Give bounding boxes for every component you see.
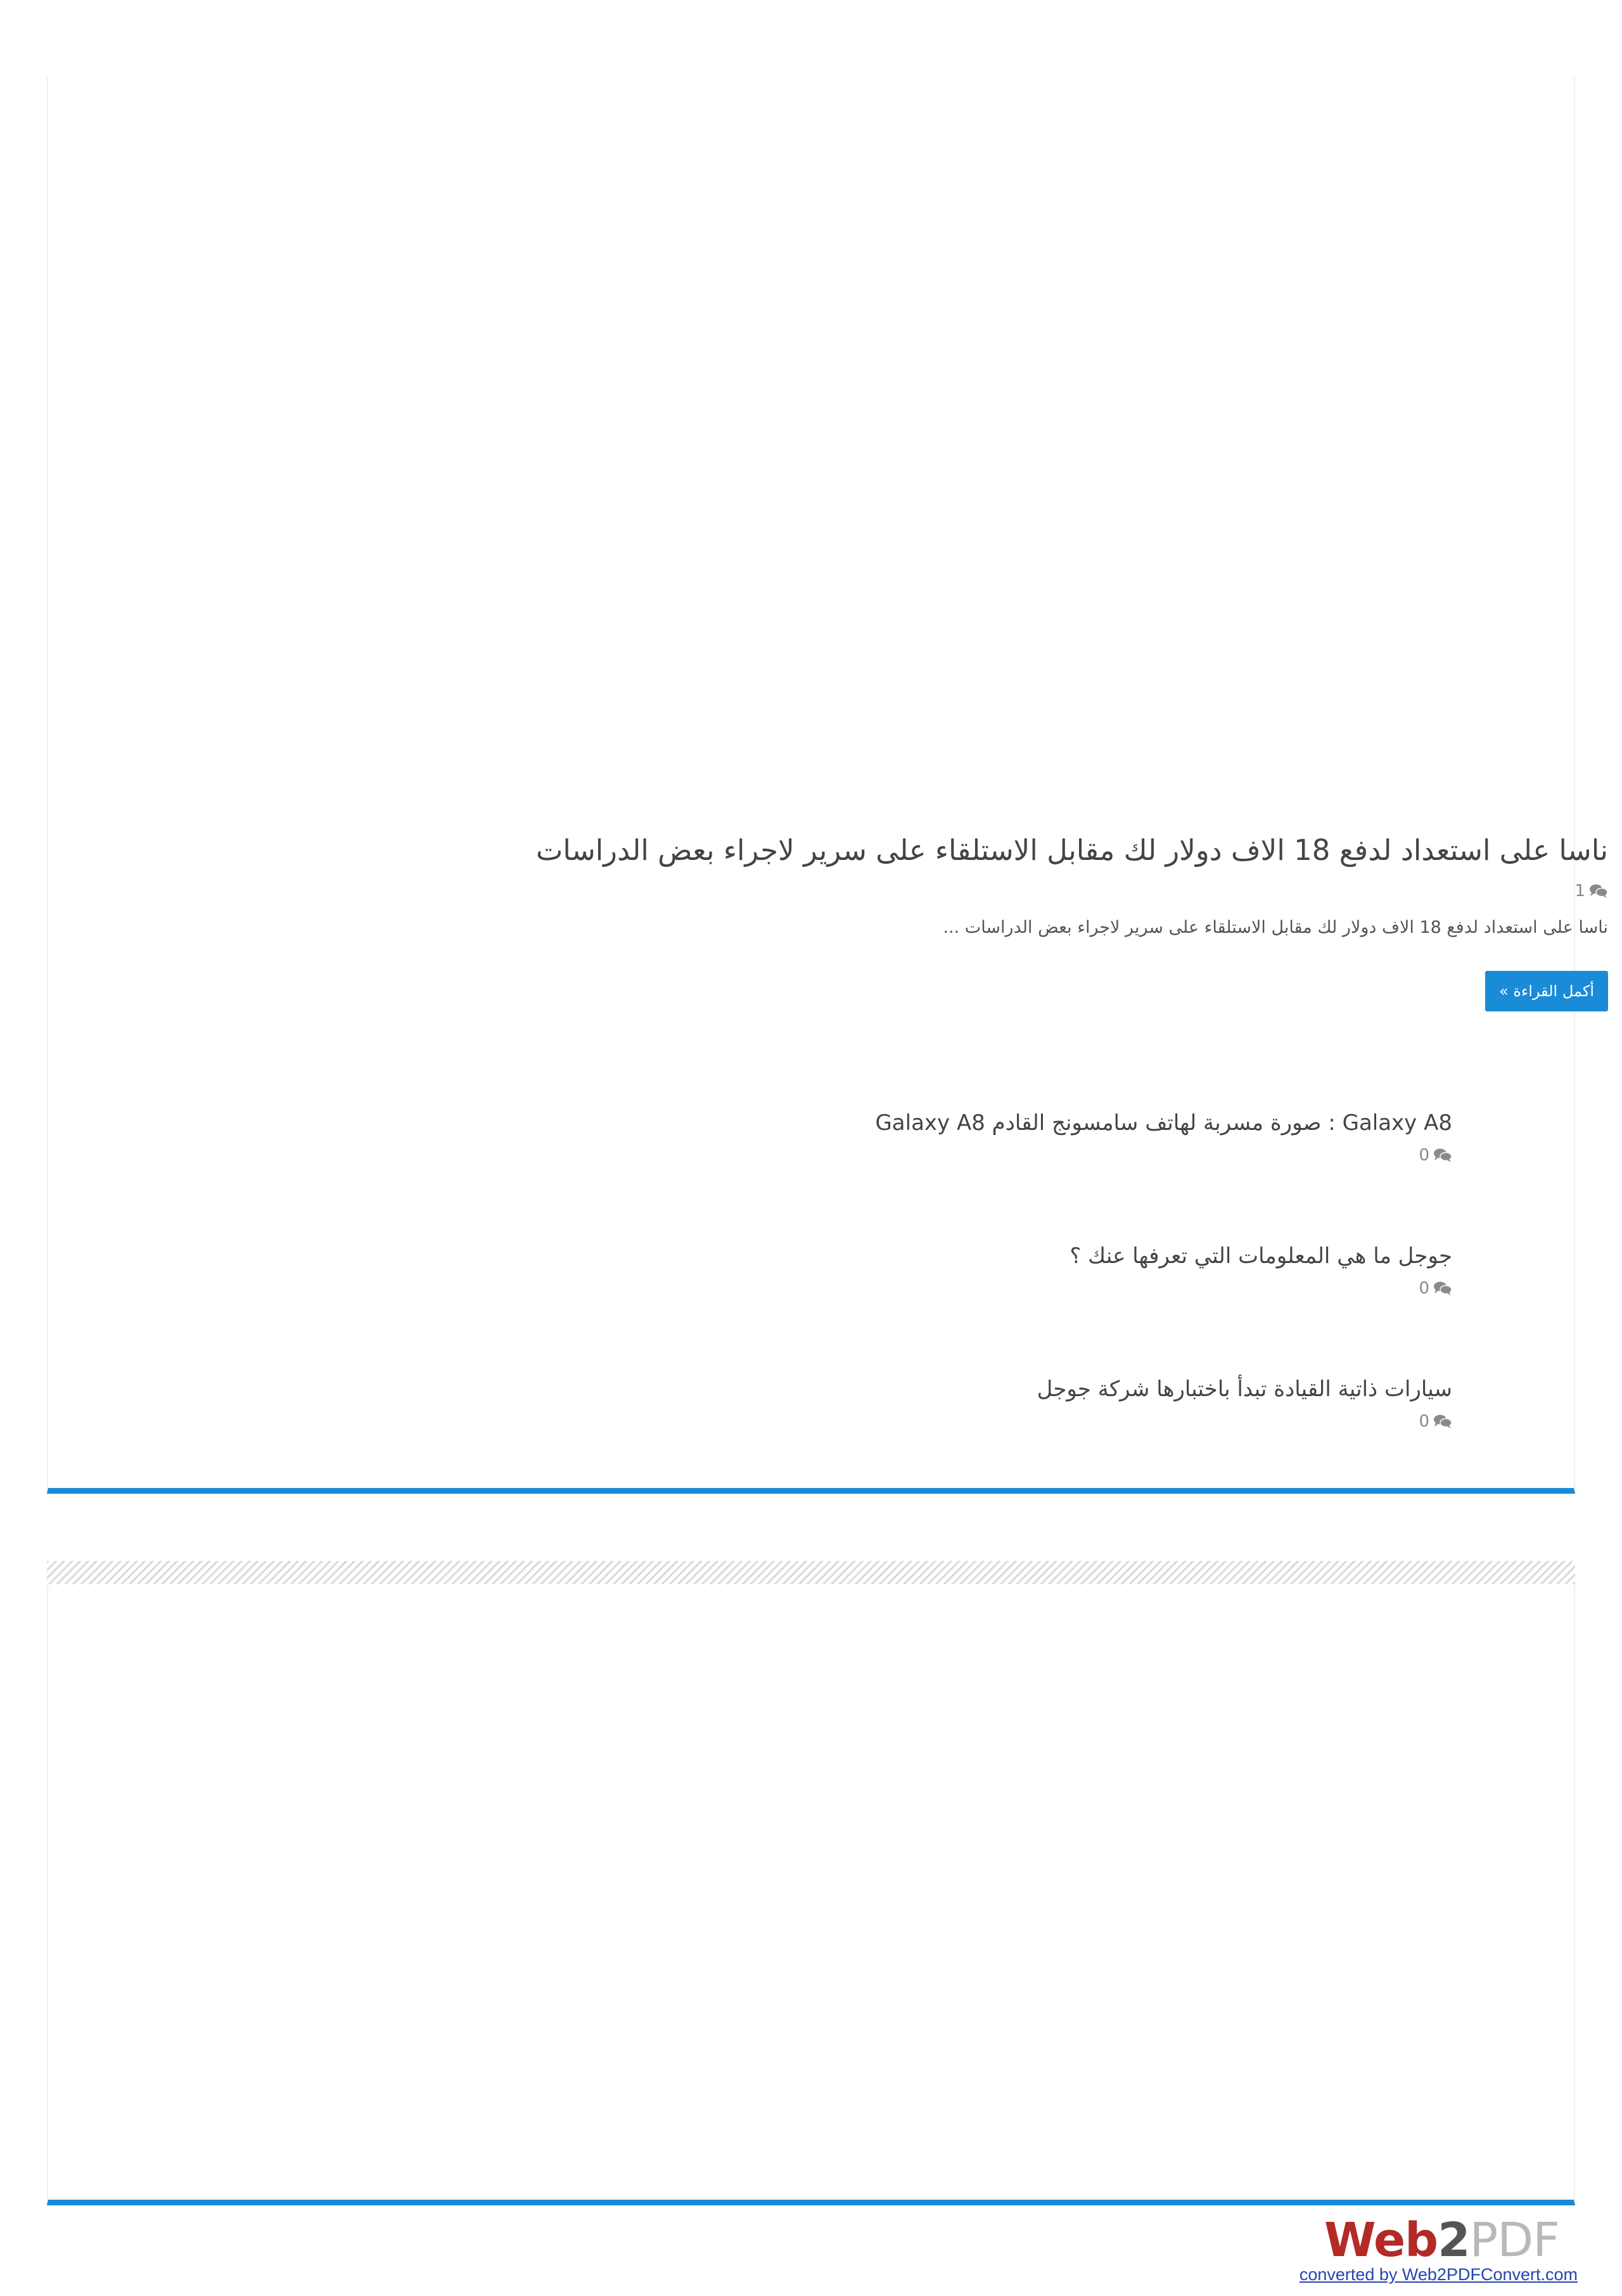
comment-bubbles-icon bbox=[1433, 1148, 1452, 1163]
related-post-meta bbox=[1419, 1146, 1452, 1165]
featured-post-title[interactable]: ناسا على استعداد لدفع 18 الاف دولار لك مقابل الاستلقاء على سرير لاجراء بعض الدراسات bbox=[536, 833, 1608, 867]
comment-count[interactable]: 0 bbox=[1419, 1279, 1429, 1298]
logo-part-2: 2 bbox=[1438, 2213, 1470, 2267]
empty-panel bbox=[47, 1584, 1575, 2205]
related-post-title[interactable]: جوجل ما هي المعلومات التي تعرفها عنك ؟ bbox=[1070, 1243, 1452, 1269]
comment-count[interactable]: 0 bbox=[1419, 1146, 1429, 1165]
web2pdf-logo bbox=[1324, 2213, 1559, 2267]
comment-count[interactable]: 1 bbox=[1574, 882, 1585, 901]
featured-post-excerpt: ناسا على استعداد لدفع 18 الاف دولار لك مقابل الاستلقاء على سرير لاجراء بعض الدراسات ... bbox=[943, 918, 1608, 937]
read-more-button[interactable]: أكمل القراءة » bbox=[1485, 971, 1608, 1011]
section-divider bbox=[47, 1561, 1575, 1584]
related-post-meta bbox=[1419, 1412, 1452, 1431]
logo-part-pdf: PDF bbox=[1469, 2213, 1559, 2267]
comment-bubbles-icon bbox=[1433, 1414, 1452, 1429]
logo-part-web: Web bbox=[1324, 2213, 1438, 2267]
featured-post-meta bbox=[1574, 882, 1608, 901]
comment-count[interactable]: 0 bbox=[1419, 1412, 1429, 1431]
comment-bubbles-icon bbox=[1433, 1281, 1452, 1296]
related-post-title[interactable]: Galaxy A8 : صورة مسربة لهاتف سامسونج القادم Galaxy A8 bbox=[875, 1110, 1452, 1136]
web2pdf-watermark bbox=[1286, 2213, 1578, 2289]
posts-panel bbox=[47, 76, 1575, 1494]
comment-bubbles-icon bbox=[1589, 883, 1608, 899]
web2pdf-link[interactable]: converted by Web2PDFConvert.com bbox=[1299, 2265, 1578, 2284]
related-post-title[interactable]: سيارات ذاتية القيادة تبدأ باختبارها شركة جوجل bbox=[1037, 1376, 1452, 1402]
related-post-meta bbox=[1419, 1279, 1452, 1298]
